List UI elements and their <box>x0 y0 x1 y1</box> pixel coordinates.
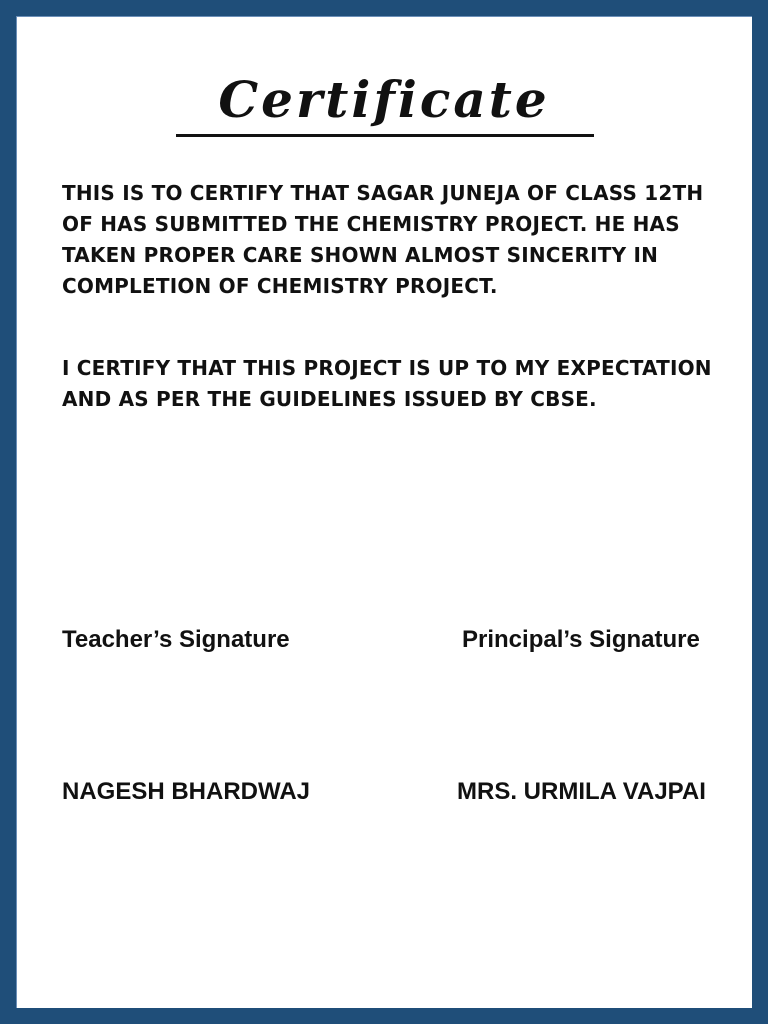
certification-paragraph: THIS IS TO CERTIFY THAT SAGAR JUNEJA OF CLASS 12TH OF HAS SUBMITTED THE CHEMISTRY PROJECT. HE HAS TAKEN PROPER CARE SHOWN ALMOST SINCERITY IN COMPLETION OF CHEMISTRY PROJECT. <box>62 181 704 298</box>
principal-signature-label: Principal’s Signature <box>462 626 700 653</box>
title-underline <box>176 134 594 137</box>
teacher-name: NAGESH BHARDWAJ <box>62 778 311 805</box>
expectation-paragraph: I CERTIFY THAT THIS PROJECT IS UP TO MY EXPECTATION AND AS PER THE GUIDELINES ISSUED BY CBSE. <box>62 356 712 411</box>
certificate-title: Certificate <box>218 70 550 129</box>
inner-border <box>16 16 752 1008</box>
principal-name: MRS. URMILA VAJPAI <box>457 778 706 805</box>
teacher-signature-label: Teacher’s Signature <box>62 626 290 653</box>
